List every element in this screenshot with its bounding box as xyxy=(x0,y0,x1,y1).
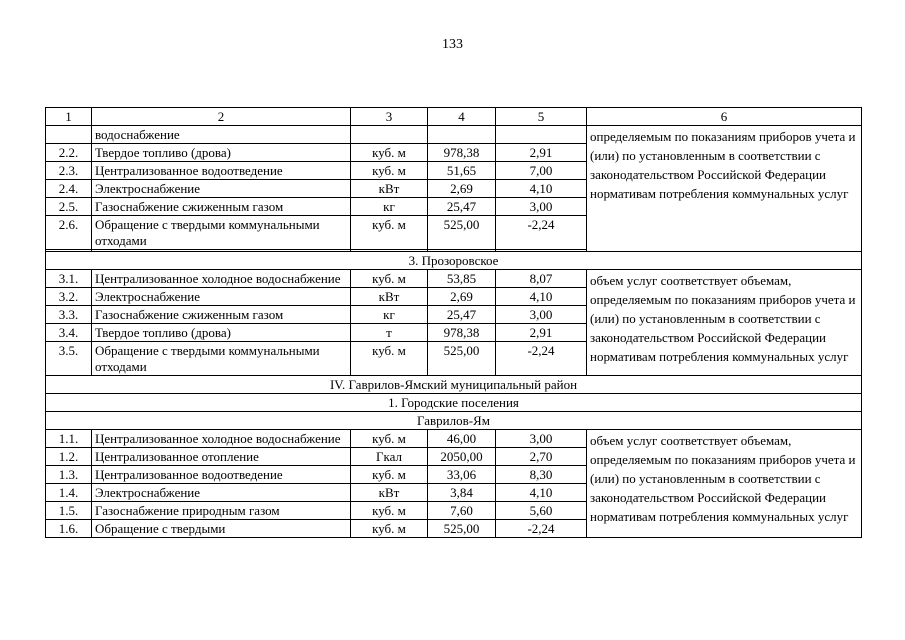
section-title: Гаврилов-Ям xyxy=(46,412,862,430)
norm-cell xyxy=(428,126,496,144)
norm-cell: 33,06 xyxy=(428,466,496,484)
unit-cell: кг xyxy=(351,306,428,324)
row-number: 3.5. xyxy=(46,342,92,376)
row-number: 2.4. xyxy=(46,180,92,198)
table-row xyxy=(46,270,862,288)
unit-cell: кВт xyxy=(351,484,428,502)
row-number: 2.5. xyxy=(46,198,92,216)
unit-cell: куб. м xyxy=(351,520,428,538)
unit-cell: кВт xyxy=(351,288,428,306)
unit-cell: кг xyxy=(351,198,428,216)
row-number: 1.5. xyxy=(46,502,92,520)
price-cell: 5,60 xyxy=(496,502,587,520)
unit-cell: куб. м xyxy=(351,144,428,162)
norm-cell: 978,38 xyxy=(428,144,496,162)
section-row xyxy=(46,252,862,270)
norm-cell: 46,00 xyxy=(428,430,496,448)
page-number: 133 xyxy=(442,37,463,52)
service-name: Централизованное холодное водоснабжение xyxy=(92,270,351,288)
service-name: Обращение с твердыми xyxy=(92,520,351,538)
price-cell: 3,00 xyxy=(496,306,587,324)
table-header-row xyxy=(46,108,862,126)
row-number: 3.4. xyxy=(46,324,92,342)
price-cell: 4,10 xyxy=(496,288,587,306)
row-number: 3.2. xyxy=(46,288,92,306)
norm-cell: 25,47 xyxy=(428,198,496,216)
norm-cell: 978,38 xyxy=(428,324,496,342)
row-number: 2.2. xyxy=(46,144,92,162)
norm-cell: 2,69 xyxy=(428,288,496,306)
unit-cell: куб. м xyxy=(351,502,428,520)
norm-cell: 2,69 xyxy=(428,180,496,198)
service-name: Централизованное холодное водоснабжение xyxy=(92,430,351,448)
column-header: 2 xyxy=(92,108,351,126)
row-number: 1.2. xyxy=(46,448,92,466)
row-number: 2.6. xyxy=(46,216,92,250)
norm-cell: 51,65 xyxy=(428,162,496,180)
service-name: Централизованное отопление xyxy=(92,448,351,466)
price-cell: 3,00 xyxy=(496,430,587,448)
service-name: Обращение с твердыми коммунальными отходами xyxy=(92,342,351,376)
note-cell: объем услуг соответствует объемам, определяемым по показаниям приборов учета и (или) по установленным в соответствии с законодательством Российской Федерации нормативам потребления коммунальных услуг xyxy=(587,270,862,376)
column-header: 1 xyxy=(46,108,92,126)
price-cell: -2,24 xyxy=(496,342,587,376)
service-name: Электроснабжение xyxy=(92,288,351,306)
unit-cell: куб. м xyxy=(351,430,428,448)
price-cell xyxy=(496,126,587,144)
column-header: 4 xyxy=(428,108,496,126)
norm-cell: 25,47 xyxy=(428,306,496,324)
price-cell: 2,70 xyxy=(496,448,587,466)
row-number: 1.3. xyxy=(46,466,92,484)
price-cell: 7,00 xyxy=(496,162,587,180)
table-row xyxy=(46,126,862,144)
price-cell: -2,24 xyxy=(496,520,587,538)
service-name: Газоснабжение сжиженным газом xyxy=(92,306,351,324)
price-cell: 8,30 xyxy=(496,466,587,484)
service-name: Централизованное водоотведение xyxy=(92,162,351,180)
note-cell: объем услуг соответствует объемам, определяемым по показаниям приборов учета и (или) по установленным в соответствии с законодательством Российской Федерации нормативам потребления коммунальных услуг xyxy=(587,430,862,538)
row-number xyxy=(46,126,92,144)
norm-cell: 3,84 xyxy=(428,484,496,502)
service-name: Газоснабжение природным газом xyxy=(92,502,351,520)
row-number: 1.4. xyxy=(46,484,92,502)
service-name: Обращение с твердыми коммунальными отходами xyxy=(92,216,351,250)
norm-cell: 525,00 xyxy=(428,216,496,250)
subsection-title: 1. Городские поселения xyxy=(46,394,862,412)
service-name: Электроснабжение xyxy=(92,484,351,502)
price-cell: 2,91 xyxy=(496,144,587,162)
price-cell: 2,91 xyxy=(496,324,587,342)
service-name: водоснабжение xyxy=(92,126,351,144)
price-cell: -2,24 xyxy=(496,216,587,250)
section-row xyxy=(46,394,862,412)
norm-cell: 2050,00 xyxy=(428,448,496,466)
norm-cell: 53,85 xyxy=(428,270,496,288)
section-title: 3. Прозоровское xyxy=(46,252,862,270)
price-cell: 3,00 xyxy=(496,198,587,216)
row-number: 1.1. xyxy=(46,430,92,448)
district-title: IV. Гаврилов-Ямский муниципальный район xyxy=(46,376,862,394)
service-name: Твердое топливо (дрова) xyxy=(92,324,351,342)
unit-cell: куб. м xyxy=(351,216,428,250)
note-cell: определяемым по показаниям приборов учета и (или) по установленным в соответствии с законодательством Российской Федерации нормативам потребления коммунальных услуг xyxy=(587,126,862,252)
table-row xyxy=(46,430,862,448)
row-number: 3.1. xyxy=(46,270,92,288)
section-row xyxy=(46,412,862,430)
unit-cell: куб. м xyxy=(351,270,428,288)
row-number: 3.3. xyxy=(46,306,92,324)
row-number: 1.6. xyxy=(46,520,92,538)
column-header: 5 xyxy=(496,108,587,126)
unit-cell: куб. м xyxy=(351,162,428,180)
service-name: Электроснабжение xyxy=(92,180,351,198)
unit-cell: куб. м xyxy=(351,466,428,484)
price-cell: 4,10 xyxy=(496,484,587,502)
unit-cell: куб. м xyxy=(351,342,428,376)
service-name: Газоснабжение сжиженным газом xyxy=(92,198,351,216)
norm-cell: 7,60 xyxy=(428,502,496,520)
column-header: 6 xyxy=(587,108,862,126)
unit-cell xyxy=(351,126,428,144)
tariff-table xyxy=(45,107,862,538)
unit-cell: т xyxy=(351,324,428,342)
norm-cell: 525,00 xyxy=(428,520,496,538)
price-cell: 8,07 xyxy=(496,270,587,288)
price-cell: 4,10 xyxy=(496,180,587,198)
row-number: 2.3. xyxy=(46,162,92,180)
section-row xyxy=(46,376,862,394)
column-header: 3 xyxy=(351,108,428,126)
norm-cell: 525,00 xyxy=(428,342,496,376)
service-name: Твердое топливо (дрова) xyxy=(92,144,351,162)
unit-cell: кВт xyxy=(351,180,428,198)
unit-cell: Гкал xyxy=(351,448,428,466)
service-name: Централизованное водоотведение xyxy=(92,466,351,484)
